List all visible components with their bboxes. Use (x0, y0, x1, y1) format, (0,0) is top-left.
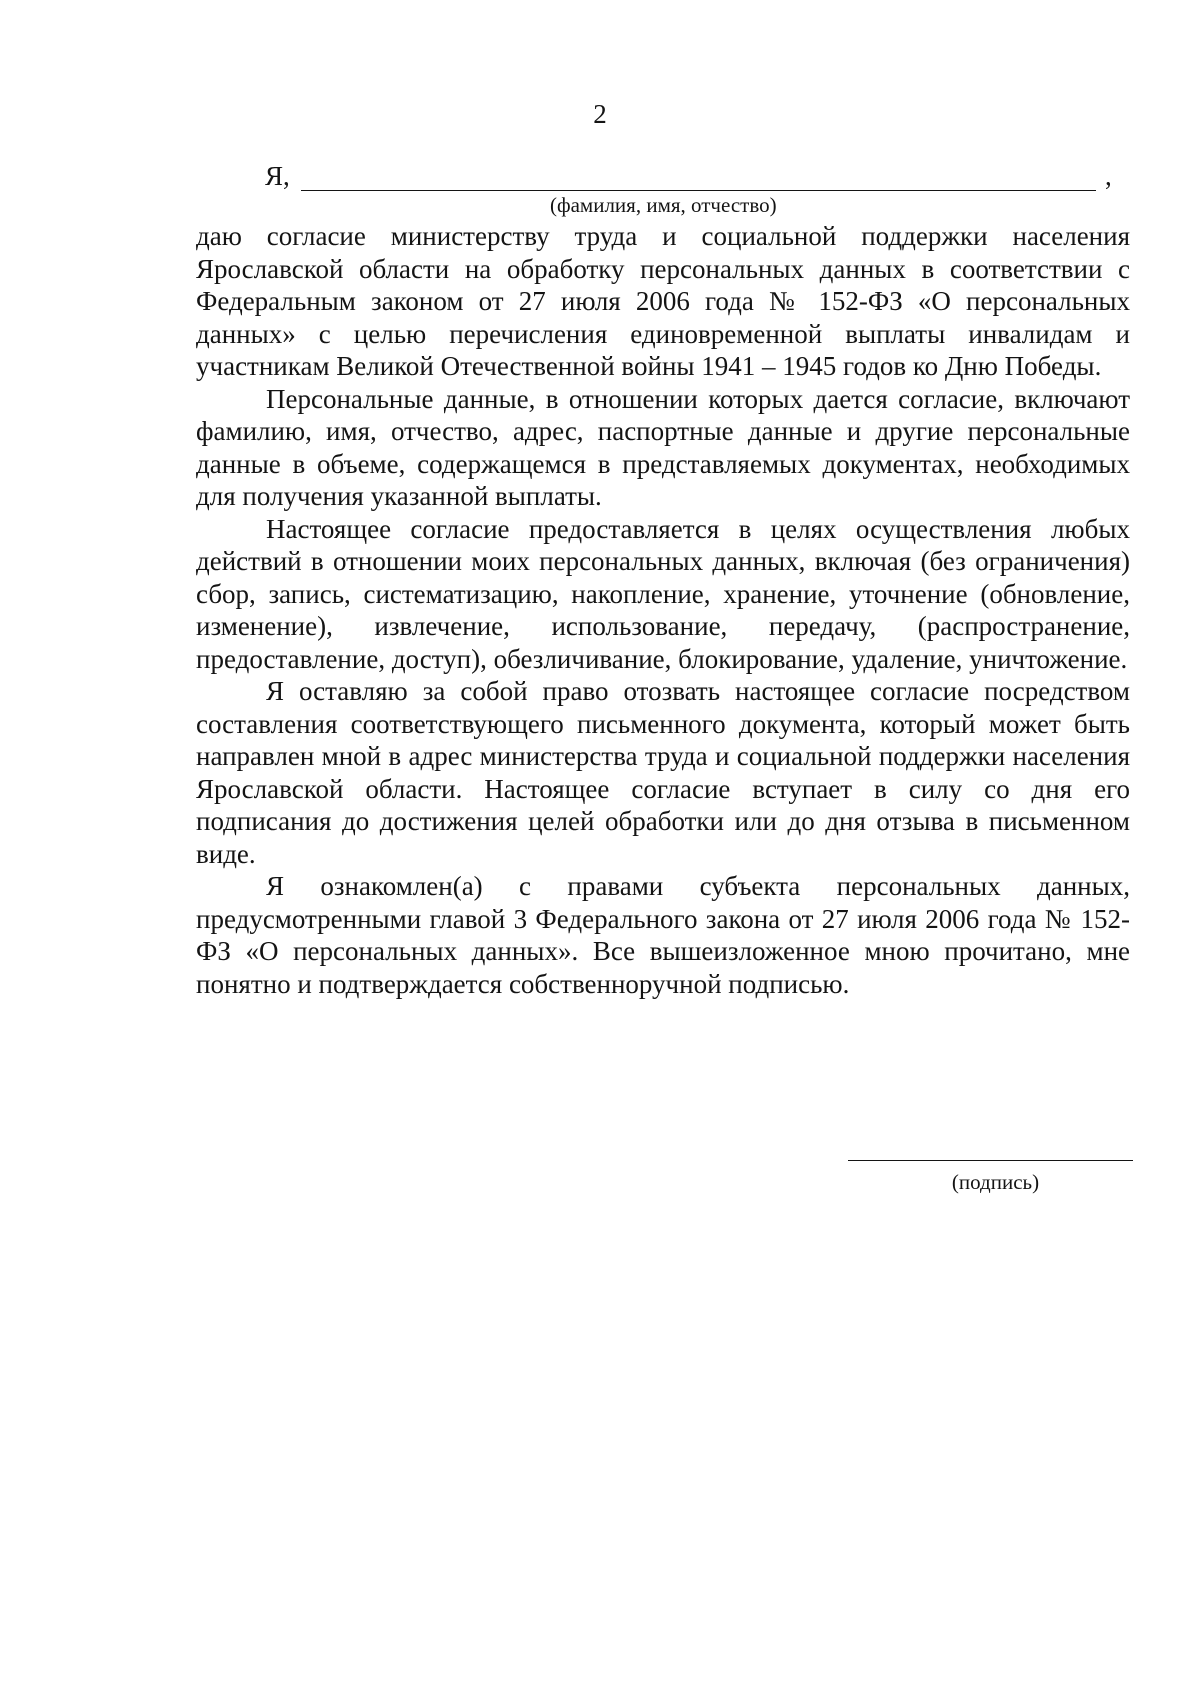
consent-body (196, 220, 1130, 1000)
name-line (265, 160, 1125, 192)
page-number: 2 (593, 99, 607, 129)
signature-block (848, 1160, 1133, 1195)
name-line-comma: , (1105, 161, 1112, 191)
paragraph-purposes: Настоящее согласие предоставляется в целях осуществления любых действий в отношении моих персональных данных, включая (без ограничения) сбор, запись, систематизацию, накопление, хранение, уточнение (обновление, изменение), извлечение, использование, передачу, (распространение, предоставление, доступ), обезличивание, блокирование, удаление, уничтожение. (196, 513, 1130, 674)
paragraph-consent: даю согласие министерству труда и социальной поддержки населения Ярославской области на обработку персональных данных в соответствии с Федеральным законом от 27 июля 2006 года № 152-ФЗ «О персональных данных» с целью перечисления единовременной выплаты инвалидам и участникам Великой Отечественной войны 1941 – 1945 годов ко Дню Победы. (196, 221, 1130, 381)
paragraph-acknowledgement: Я ознакомлен(а) с правами субъекта персональных данных, предусмотренными главой 3 Федерального закона от 27 июля 2006 года № 152-ФЗ «О персональных данных». Все вышеизложенное мною прочитано, мне понятно и подтверждается собственноручной подписью. (196, 871, 1130, 999)
name-caption: (фамилия, имя, отчество) (550, 193, 777, 217)
paragraph-personal-data: Персональные данные, в отношении которых дается согласие, включают фамилию, имя, отчество, адрес, паспортные данные и другие персональные данные в объеме, содержащемся в представляемых документах, необходимых для получения указанной выплаты. (196, 383, 1130, 511)
paragraph-revocation: Я оставляю за собой право отозвать настоящее согласие посредством составления соответствующего письменного документа, который может быть направлен мной в адрес министерства труда и социальной поддержки населения Ярославской области. Настоящее согласие вступает в силу со дня его подписания до достижения целей обработки или до дня отзыва в письменном виде. (196, 676, 1130, 869)
signature-caption: (подпись) (951, 1170, 1040, 1194)
signature-blank-field[interactable] (848, 1160, 1133, 1161)
name-line-lead: Я, (265, 161, 290, 191)
name-blank-field[interactable] (301, 190, 1096, 191)
